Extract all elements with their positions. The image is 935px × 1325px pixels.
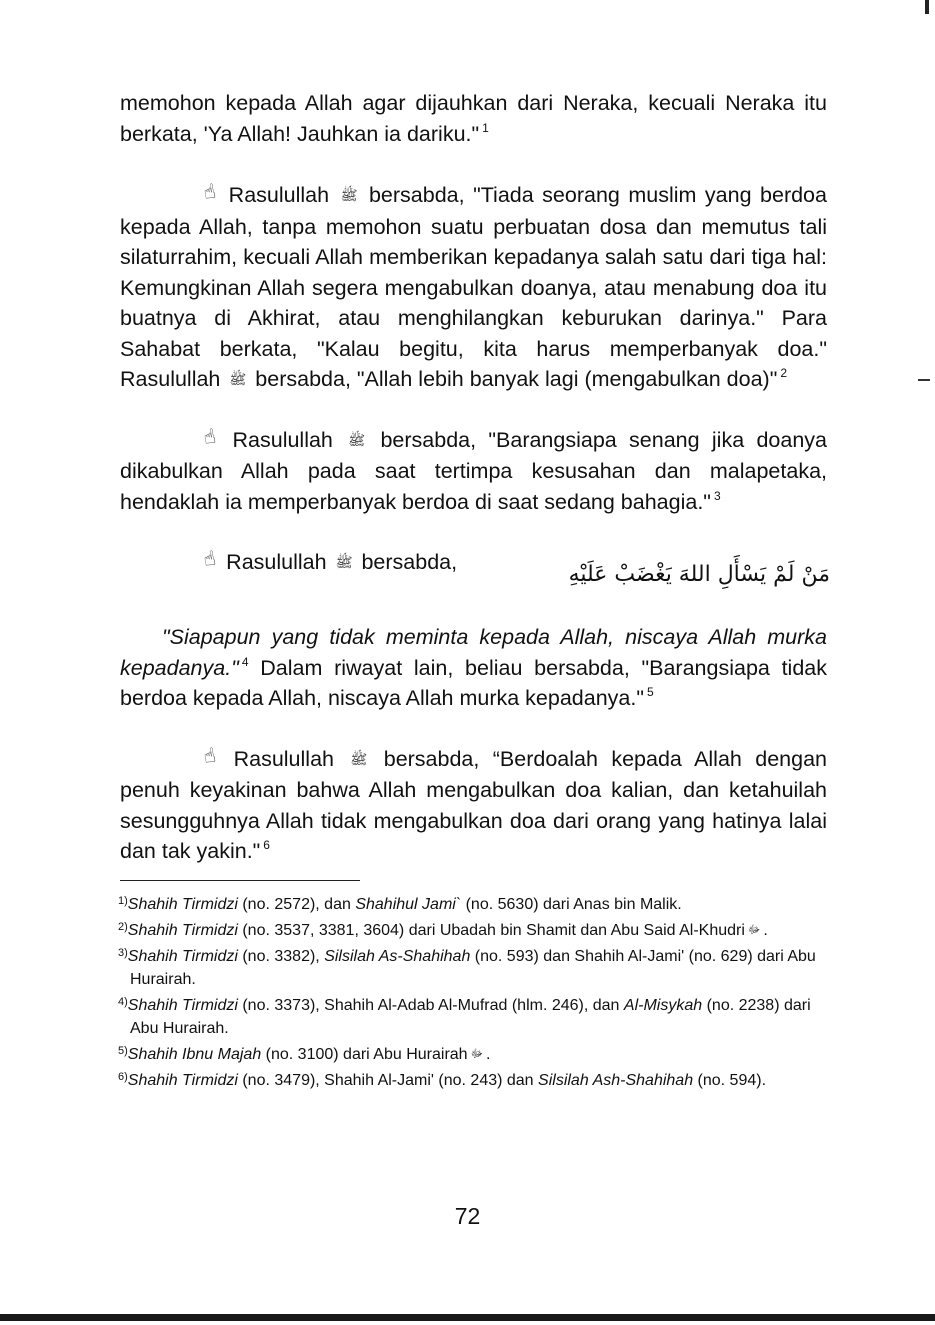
- salawat-glyph: ﷺ: [340, 187, 358, 203]
- footnote-1: $^{1)}$Shahih Tirmidzi (no. 2572), dan Shahihul Jami` (no. 5630) dari Anas bin Malik.: [118, 895, 682, 913]
- salawat-glyph: ﷺ: [350, 750, 368, 767]
- salawat-glyph: ﷺ: [229, 371, 247, 387]
- scan-edge-bottom: [0, 1314, 935, 1321]
- main-text: [120, 88, 827, 579]
- footnote-ref-3: 3: [713, 488, 721, 503]
- footnote-5: $^{5)}$Shahih Ibnu Majah (no. 3100) dari Abu Hurairah ﷻ .: [118, 1045, 491, 1063]
- arabic-hadith: مَنْ لَمْ يَسْأَلِ اللهَ يَغْضَبْ عَلَيْهِ: [568, 562, 830, 587]
- footnote-ref-6: 6: [263, 838, 270, 852]
- paragraph-4-text-b: bersabda,: [361, 550, 458, 574]
- paragraph-2-text-c: bersabda, "Allah lebih banyak lagi (mengabulkan doa)": [255, 367, 778, 391]
- paragraph-3: [120, 425, 827, 518]
- salawat-glyph: ﷺ: [348, 431, 366, 448]
- salawat-glyph: ﷺ: [335, 554, 353, 570]
- scan-edge-top-right: [925, 0, 929, 14]
- footnote-2: $^{2)}$Shahih Tirmidzi (no. 3537, 3381, 3604) dari Ubadah bin Shamit dan Abu Said Al-Khudri ﷻ .: [118, 921, 768, 939]
- paragraph-6-text-b: bersabda, “Berdoalah kepada Allah dengan penuh keyakinan bahwa Allah mengabulkan doa kalian, dan ketahuilah sesungguhnya Allah tidak mengabulkan doa dari orang yang hatinya lalai dan tak yakin.": [120, 746, 828, 863]
- radhiyallahu-glyph: ﷻ: [470, 1048, 483, 1060]
- paragraph-3-text-b: bersabda, "Barangsiapa senang jika doanya dikabulkan Allah pada saat tertimpa kesusahan dan malapetaka, hendaklah ia memperbanyak berdoa di saat sedang bahagia.": [120, 427, 827, 514]
- footnote-ref-2: 2: [780, 366, 788, 380]
- page-number: 72: [454, 1203, 481, 1229]
- paragraph-6: [120, 744, 827, 867]
- footnote-6: $^{6)}$Shahih Tirmidzi (no. 3479), Shahih Al-Jami' (no. 243) dan Silsilah Ash-Shahihah (no. 594).: [118, 1071, 767, 1089]
- paragraph-5: [120, 622, 827, 714]
- paragraph-4-text-a: Rasulullah: [226, 550, 327, 574]
- footnote-ref-5: 5: [646, 685, 654, 699]
- footnote-ref-1: 1: [482, 120, 489, 135]
- scan-mark: [918, 379, 930, 381]
- paragraph-6-text-a: Rasulullah: [233, 746, 334, 771]
- paragraph-5-text: Dalam riwayat lain, beliau bersabda, "Barangsiapa tidak berdoa kepada Allah, niscaya Allah murka kepadanya.": [120, 655, 828, 710]
- paragraph-1: [120, 88, 827, 149]
- paragraph-2: [120, 180, 827, 395]
- hadith-translation: "Siapapun yang tidak meminta kepada Allah, niscaya Allah murka kepadanya.": [120, 625, 827, 680]
- pointing-hand-icon: ☝: [201, 424, 218, 449]
- footnote-ref-4: 4: [241, 654, 249, 669]
- paragraph-3-text-a: Rasulullah: [232, 427, 333, 452]
- radhiyallahu-glyph: ﷻ: [747, 924, 761, 936]
- pointing-hand-icon: ☝: [201, 743, 218, 768]
- pointing-hand-icon: ☝: [201, 547, 218, 572]
- main-text-continued: [120, 622, 827, 867]
- paragraph-1-text: memohon kepada Allah agar dijauhkan dari Neraka, kecuali Neraka itu berkata, 'Ya Allah! Jauhkan ia dariku.": [120, 91, 827, 146]
- footnotes: [118, 890, 830, 1092]
- footnote-divider: [120, 880, 360, 881]
- pointing-hand-icon: ☝: [201, 180, 218, 205]
- paragraph-2-text-b: bersabda, "Tiada seorang muslim yang berdoa kepada Allah, tanpa memohon suatu perbuatan dosa dan memutus tali silaturrahim, kecuali Allah memberikan kepadanya salah satu dari tiga hal: Kemungkinan Allah segera mengabulkan doanya, atau menabung doa itu buatnya di Akhirat, atau menghilangkan keburukan darinya." Para Sahabat berkata, "Kalau begitu, kita harus memperbanyak doa." Rasulullah: [120, 183, 827, 391]
- footnote-4: $^{4)}$Shahih Tirmidzi (no. 3373), Shahih Al-Adab Al-Mufrad (hlm. 246), dan Al-Misykah (no. 2238) dari Abu Hurairah.: [118, 996, 811, 1037]
- paragraph-2-text-a: Rasulullah: [228, 183, 330, 207]
- footnote-3: $^{3)}$Shahih Tirmidzi (no. 3382), Silsilah As-Shahihah (no. 593) dan Shahih Al-Jami' (no. 629) dari Abu Hurairah.: [118, 947, 816, 988]
